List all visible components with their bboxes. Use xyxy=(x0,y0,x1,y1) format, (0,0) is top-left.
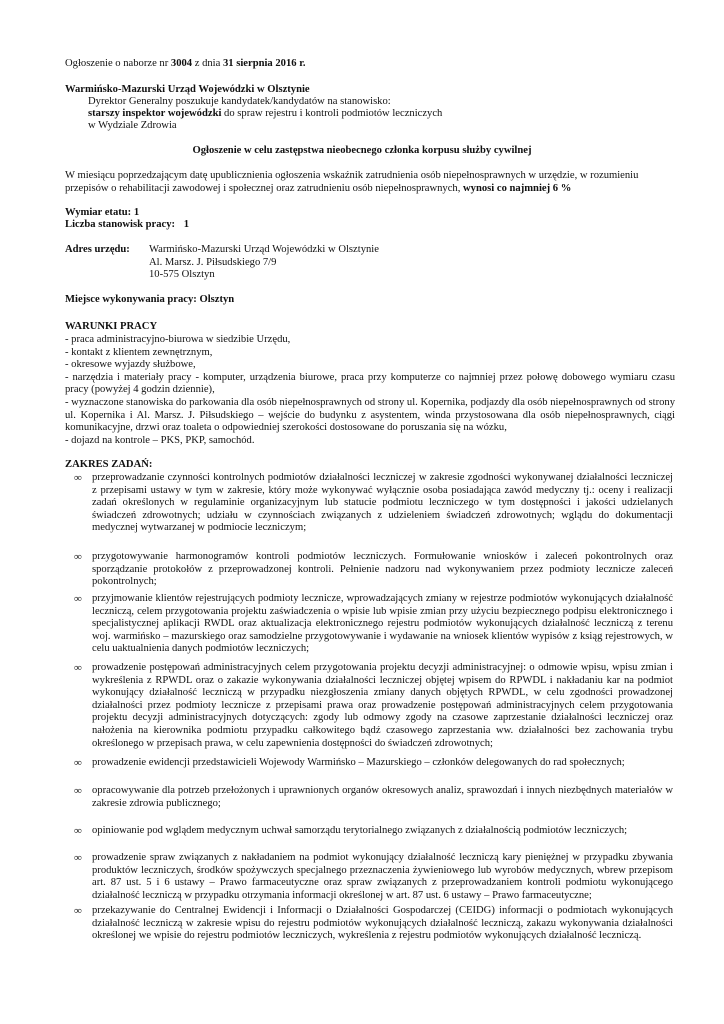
task-text: prowadzenie postępowań administracyjnych celem przygotowania projektu decyzji administracyjnej: o odmowie wpisu, wpisu zmian i wykreślenia z RPWDL oraz o zakazie wykonywania działalności leczniczej objętej wpisem do RPWDL i nakładaniu kar na podmiot wykonujący działalność leczniczą w przypadku niezgłoszenia zmiany danych objętych RPWDL, w celu zgodności prowadzonej działalności przez podmioty lecznicze z przepisami prawa oraz prowadzenie postępowań administracyjnych celem przygotowania projektu decyzji administracyjnych dotyczących: zgody lub odmowy zgody na czasowe zaprzestanie działalności leczniczej oraz nałożenia na kierownika podmiotu przypadku całkowitego bądź czasowego zaprzestania ww. działalności bez zachowania trybu określonego w przepisach prawa, w celu zapewnienia dostępności do świadczeń zdrowotnych; xyxy=(92,662,673,749)
position-line xyxy=(88,108,442,121)
task-text: prowadzenie ewidencji przedstawicieli Wojewody Warmińsko – Mazurskiego – członków delegowanych do rad społecznych; xyxy=(92,757,625,768)
condition-item: - praca administracyjno-biurowa w siedzibie Urzędu, xyxy=(65,334,291,345)
announcement-mid: z dnia xyxy=(192,58,223,69)
conditions-heading: WARUNKI PRACY xyxy=(65,321,158,332)
announcement-line xyxy=(65,58,306,71)
condition-item: - wyznaczone stanowiska do parkowania dla osób niepełnosprawnych od strony ul. Kopernika, podjazdy dla osób niepełnosprawnych od strony ul. Kopernika i Al. Marsz. J. Piłsudskiego – wejście do budynku z asystentem, winda przystosowana dla osób niepełnosprawnych, ciągi komunikacyjne, drzwi oraz toaleta o odpowiedniej szerokości dostosowane do poruszania się na wózku, xyxy=(65,396,675,434)
bullet-icon: ∞ xyxy=(74,825,82,837)
address-line-1: Warmińsko-Mazurski Urząd Wojewódzki w Olsztynie xyxy=(149,244,379,255)
condition-item: - dojazd na kontrole – PKS, PKP, samochód. xyxy=(65,434,255,446)
notice-title: Ogłoszenie w celu zastępstwa nieobecnego członka korpusu służby cywilnej xyxy=(192,145,532,156)
position-description: do spraw rejestru i kontroli podmiotów leczniczych xyxy=(221,108,443,119)
department: w Wydziale Zdrowia xyxy=(88,120,177,131)
condition-item: - okresowe wyjazdy służbowe, xyxy=(65,359,196,371)
task-text: przekazywanie do Centralnej Ewidencji i Informacji o Działalności Gospodarczej (CEIDG) informacji o podmiotach wykonujących działalność leczniczą w zakresie wpisu do rejestru podmiotów wykonujących działalność leczniczą, zakazu wykonywania działalności określonej we wpisie do rejestru podmiotów leczniczych, wykreślenia z rejestru podmiotów wykonujących działalność leczniczą. xyxy=(92,905,673,942)
disability-line-2 xyxy=(65,183,675,196)
announcement-date: 31 sierpnia 2016 r. xyxy=(222,58,306,69)
task-text: przyjmowanie klientów rejestrujących podmioty lecznicze, wprowadzających zmiany w rejestrze podmiotów wykonujących działalność leczniczą, celem przygotowania projektu zaświadczenia o wpisie lub wpisie zmian przy użyciu bezpiecznego podpisu elektronicznego i specjalistycznej aplikacji RWDL oraz aktualizacja elektronicznego rejestru podmiotów wykonujących działalność leczniczą z terenu woj. warmińsko – mazurskiego oraz samodzielne przygotowywanie i wydawanie na wniosek klientów wypisów z ksiąg rejestrowych, w celu uaktualnienia danych podmiotów leczniczych; xyxy=(92,593,673,655)
search-line: Dyrektor Generalny poszukuje kandydatek/kandydatów na stanowisko: xyxy=(88,96,391,107)
bullet-icon: ∞ xyxy=(74,593,82,605)
disability-line-2-text: przepisów o rehabilitacji zawodowej i społecznej oraz zatrudnieniu osób niepełnosprawnych, xyxy=(65,182,464,194)
positions-line xyxy=(65,219,189,232)
bullet-icon: ∞ xyxy=(74,785,82,797)
bullet-icon: ∞ xyxy=(74,757,82,769)
bullet-icon: ∞ xyxy=(74,852,82,864)
announcement-number: 3004 xyxy=(170,58,193,69)
positions-label: Liczba stanowisk pracy: xyxy=(65,219,176,230)
task-text: opiniowanie pod wglądem medycznym uchwał samorządu terytorialnego związanych z działalnością podmiotów leczniczych; xyxy=(92,825,628,836)
bullet-icon: ∞ xyxy=(74,905,82,917)
address-block xyxy=(149,244,379,282)
task-text: prowadzenie spraw związanych z nakładaniem na podmiot wykonujący działalność leczniczą kary pieniężnej w przypadku zbywania produktów leczniczych, środków spożywczych specjalnego przeznaczenia żywieniowego lub wyrobów medycznych, wbrew przepisom art. 87 ust. 5 i 6 ustawy – Prawo farmaceutyczne oraz spraw związanych z przeprowadzaniem kontroli podmiotu wykonującego działalność leczniczą w przypadku otrzymania informacji określonej w art. 87 ust. 6 ustawy – Prawo farmaceutyczne; xyxy=(92,852,673,901)
condition-item: - narzędzia i materiały pracy - komputer, urządzenia biurowe, praca przy komputerze co najmniej przez połowę dobowego wymiaru czasu pracy (powyżej 4 godzin dziennie), xyxy=(65,371,675,396)
address-line-2: Al. Marsz. J. Piłsudskiego 7/9 xyxy=(149,256,277,268)
disability-line-1: W miesiącu poprzedzającym datę upublicznienia ogłoszenia wskaźnik zatrudnienia osób niepełnosprawnych w urzędzie, w rozumieniu xyxy=(65,170,639,181)
address-label: Adres urzędu: xyxy=(65,244,130,255)
announcement-prefix: Ogłoszenie o naborze nr xyxy=(65,58,171,69)
position-title: starszy inspektor wojewódzki xyxy=(88,108,222,119)
office-name: Warmińsko-Mazurski Urząd Wojewódzki w Olsztynie xyxy=(65,84,310,95)
address-line-3: 10-575 Olsztyn xyxy=(149,269,215,281)
bullet-icon: ∞ xyxy=(74,551,82,563)
fte-label: Wymiar etatu: 1 xyxy=(65,207,140,218)
disability-paragraph xyxy=(65,170,675,195)
task-text: przygotowywanie harmonogramów kontroli podmiotów leczniczych. Formułowanie wniosków i zaleceń pokontrolnych oraz sporządzanie protokołów z przeprowadzonej kontroli. Pełnienie nadzoru nad wykonywaniem przez podmioty lecznicze zaleceń pokontrolnych; xyxy=(92,551,673,588)
bullet-icon: ∞ xyxy=(74,662,82,674)
disability-percentage: wynosi co najmniej 6 % xyxy=(463,182,572,194)
conditions-list xyxy=(65,334,675,447)
task-text: opracowywanie dla potrzeb przełożonych i uprawnionych organów okresowych analiz, sprawozdań i innych niezbędnych materiałów w zakresie zdrowia publicznego; xyxy=(92,785,673,809)
task-text: przeprowadzanie czynności kontrolnych podmiotów działalności leczniczej w zakresie zgodności wykonywanej działalności leczniczej z przepisami ustawy w tym w zakresie, który może wykonywać wyłącznie osoba posiadająca zawód medyczny tj.: oceny i realizacji zadań określonych w regulaminie organizacyjnym lub statucie podmiotu leczniczego w tym dostępności i jakości udzielanych świadczeń zdrowotnych; udziału w czynnościach związanych z udzieleniem świadczeń zdrowotnych; wglądu do dokumentacji medycznej wytwarzanej w podmiocie leczniczym; xyxy=(92,472,673,534)
bullet-icon: ∞ xyxy=(74,472,82,484)
tasks-heading: ZAKRES ZADAŃ: xyxy=(65,459,153,470)
workplace: Miejsce wykonywania pracy: Olsztyn xyxy=(65,294,235,305)
condition-item: - kontakt z klientem zewnętrznym, xyxy=(65,346,213,358)
positions-value: 1 xyxy=(183,219,190,230)
